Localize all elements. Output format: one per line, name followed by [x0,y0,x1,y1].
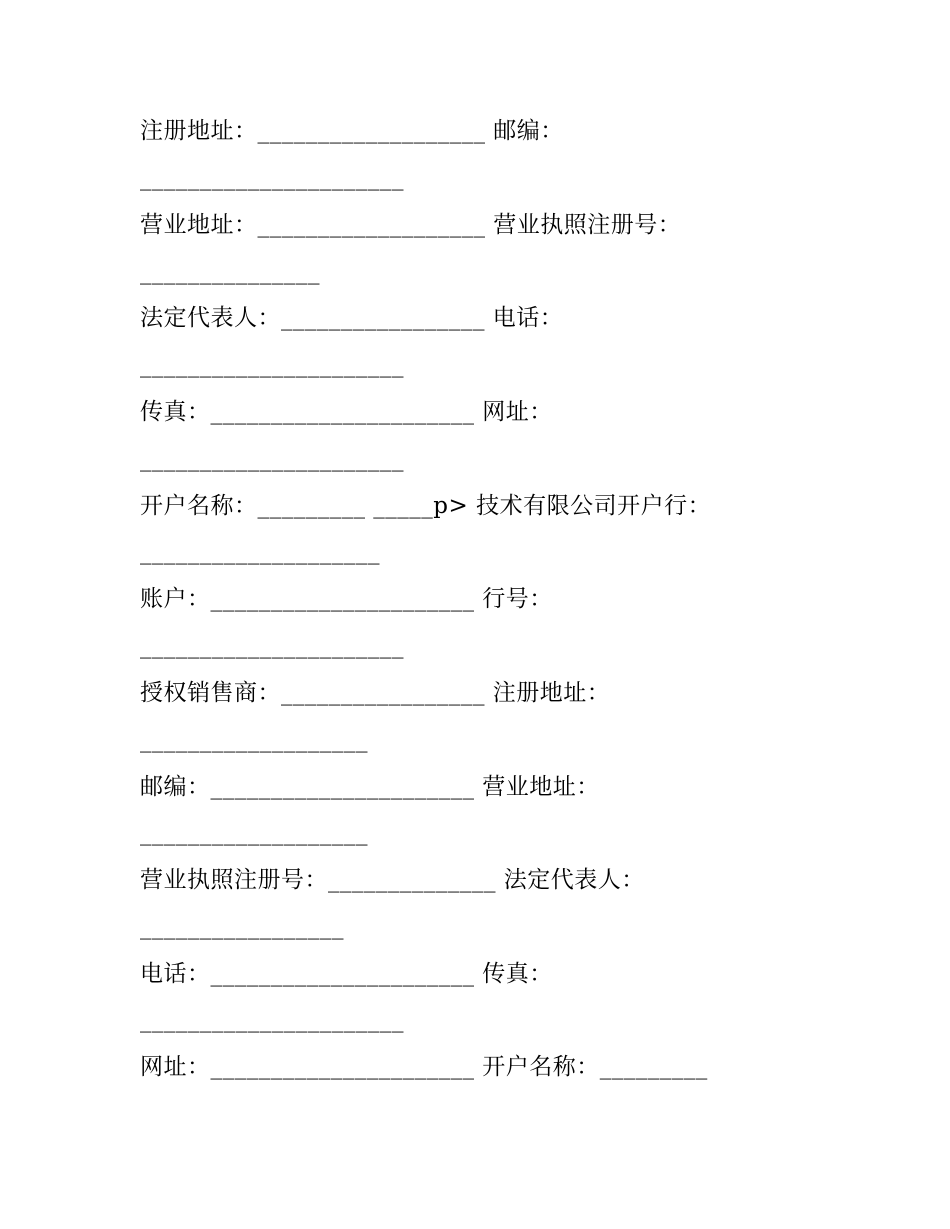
line-reseller-website: 网址：______________________ 开户名称：_________ [140,1054,708,1080]
line-reseller-fax-blank: ______________________ [140,1007,404,1033]
line-reseller-license-number: 营业执照注册号：______________ 法定代表人： [140,867,645,893]
line-registered-address: 注册地址：___________________ 邮编： [140,118,564,144]
line-reseller-address-blank: ___________________ [140,727,368,753]
line-phone-blank: ______________________ [140,352,404,378]
line-reseller-postcode: 邮编：______________________ 营业地址： [140,774,600,800]
line-account-name: 开户名称：_________ _____p> 技术有限公司开户行： [140,493,712,519]
line-account: 账户：______________________ 行号： [140,586,553,612]
line-fax: 传真：______________________ 网址： [140,399,553,425]
line-postcode-blank: ______________________ [140,165,404,191]
line-license-number-blank: _______________ [140,259,320,285]
line-reseller-representative-blank: _________________ [140,914,344,940]
line-website-blank: ______________________ [140,446,404,472]
line-business-address: 营业地址：___________________ 营业执照注册号： [140,212,682,238]
line-authorized-reseller: 授权销售商：_________________ 注册地址： [140,680,611,706]
line-legal-representative: 法定代表人：_________________ 电话： [140,305,564,331]
line-reseller-business-address-blank: ___________________ [140,820,368,846]
line-bank-blank: ____________________ [140,539,380,565]
line-reseller-phone: 电话：______________________ 传真： [140,961,553,987]
line-bank-code-blank: ______________________ [140,633,404,659]
